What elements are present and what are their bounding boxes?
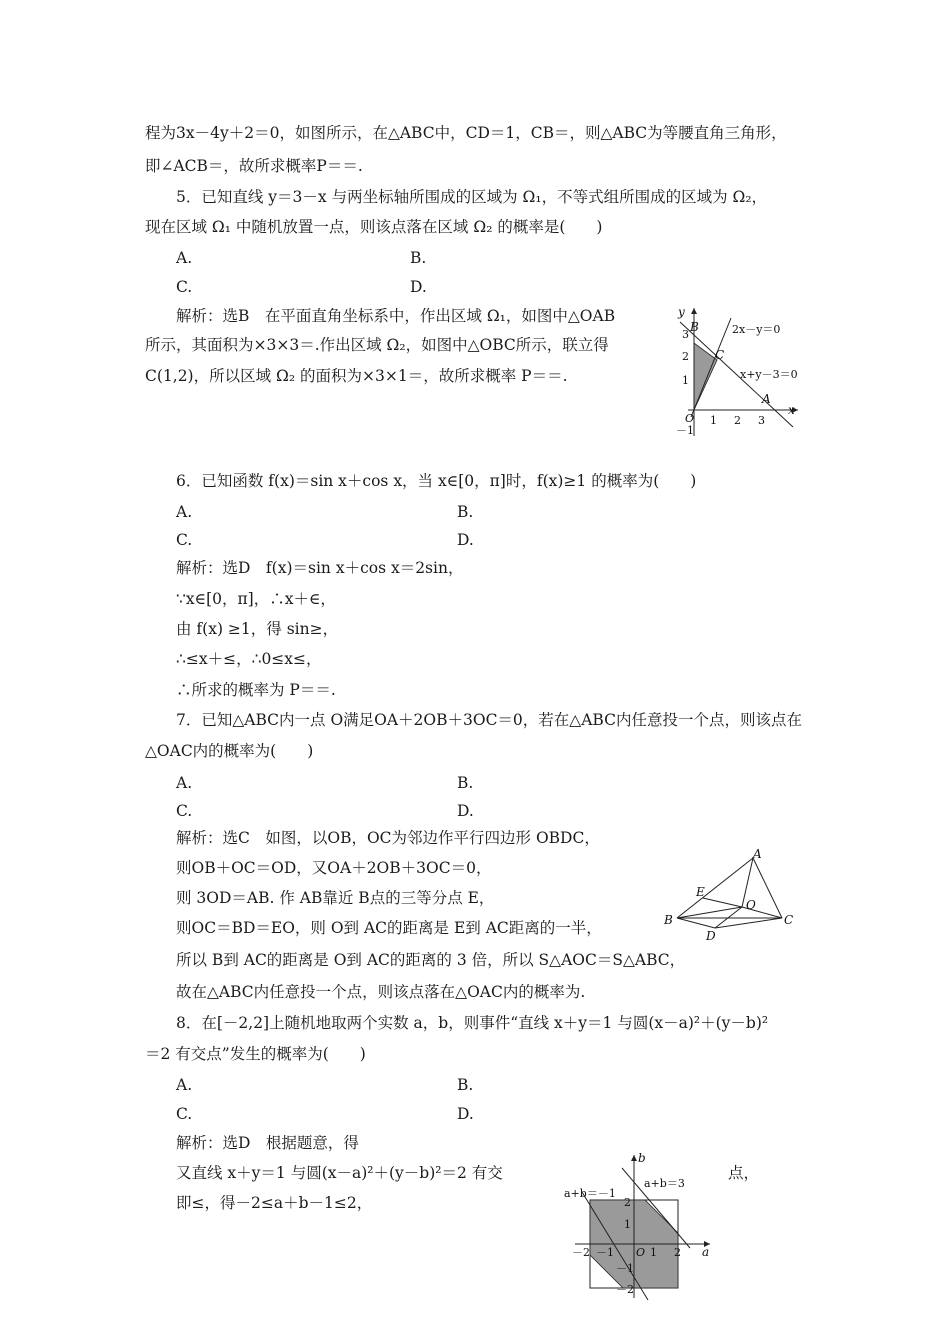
- question-5-stem: 现在区域 Ω₁ 中随机放置一点，则该点落在区域 Ω₂ 的概率是( ): [145, 218, 603, 236]
- point-c-label: C: [784, 913, 794, 927]
- option-b: B.: [410, 249, 427, 267]
- solution-line: 解析：选B 在平面直角坐标系中，作出区域 Ω₁，如图中△OAB: [176, 307, 616, 325]
- solution-line: 则 3OD＝AB. 作 AB靠近 B点的三等分点 E，: [176, 889, 495, 907]
- line-label: a+b＝－1: [564, 1187, 616, 1200]
- point-b-label: B: [690, 320, 699, 334]
- solution-line: 由 f(x) ≥1，得 sin≥，: [176, 620, 339, 638]
- option-a: A.: [176, 503, 193, 521]
- origin-label: O: [636, 1246, 646, 1259]
- option-d: D.: [410, 278, 427, 296]
- option-d: D.: [457, 531, 474, 549]
- solution-line: ∵x∈[0，π]，∴x＋∈，: [176, 590, 336, 608]
- axis-label-y: y: [678, 305, 685, 319]
- axis-label-x: x: [788, 403, 795, 417]
- point-e-label: E: [696, 885, 705, 899]
- text-line: 即∠ACB＝，故所求概率P＝＝.: [145, 157, 363, 175]
- option-c: C.: [176, 802, 193, 820]
- option-b: B.: [457, 503, 474, 521]
- solution-line: 解析：选C 如图，以OB，OC为邻边作平行四边形 OBDC，: [176, 829, 600, 847]
- option-a: A.: [176, 774, 193, 792]
- tick-label: 1: [682, 374, 689, 387]
- question-8-stem: ＝2 有交点”发生的概率为( ): [145, 1045, 366, 1063]
- solution-line: 则OC＝BD＝EO，则 O到 AC的距离是 E到 AC距离的一半，: [176, 919, 602, 937]
- point-o-label: O: [746, 898, 756, 912]
- option-c: C.: [176, 531, 193, 549]
- line-label: a+b＝3: [644, 1177, 685, 1190]
- option-c: C.: [176, 1105, 193, 1123]
- solution-line: 点，: [728, 1164, 760, 1182]
- tick-label: 3: [682, 328, 689, 341]
- tick-label: 3: [758, 414, 765, 427]
- option-b: B.: [457, 1076, 474, 1094]
- line-label: x+y－3＝0: [740, 368, 798, 381]
- tick-label: －1: [616, 1262, 634, 1275]
- tick-label: 2: [734, 414, 741, 427]
- tick-label: －2: [572, 1246, 590, 1259]
- tick-label: 1: [650, 1246, 657, 1259]
- tick-label: 2: [624, 1196, 631, 1209]
- figure-q7-triangle: [660, 846, 800, 942]
- option-a: A.: [176, 249, 193, 267]
- point-d-label: D: [706, 929, 716, 942]
- tick-label: 2: [682, 350, 689, 363]
- figure-q8-region: [560, 1150, 720, 1300]
- solution-line: 所示，其面积为×3×3＝.作出区域 Ω₂，如图中△OBC所示，联立得: [145, 336, 609, 354]
- option-d: D.: [457, 802, 474, 820]
- solution-line: 即≤，得－2≤a＋b－1≤2，: [176, 1194, 373, 1212]
- solution-line: ∴≤x＋≤，∴0≤x≤，: [176, 650, 322, 668]
- point-c-label: C: [715, 348, 725, 362]
- line-label: 2x－y＝0: [732, 323, 781, 336]
- axis-label-a: a: [702, 1245, 710, 1259]
- tick-label: 1: [710, 414, 717, 427]
- option-c: C.: [176, 278, 193, 296]
- option-a: A.: [176, 1076, 193, 1094]
- question-6-stem: 6．已知函数 f(x)＝sin x＋cos x，当 x∈[0，π]时，f(x)≥1 的概率为( ): [176, 472, 697, 490]
- point-a-label: A: [753, 847, 762, 861]
- solution-line: 又直线 x＋y＝1 与圆(x－a)²＋(y－b)²＝2 有交: [176, 1164, 503, 1182]
- question-7-stem: 7．已知△ABC内一点 O满足OA＋2OB＋3OC＝0，若在△ABC内任意投一个点，则该点在: [176, 711, 802, 729]
- solution-line: 所以 B到 AC的距离是 O到 AC的距离的 3 倍，所以 S△AOC＝S△ABC，: [176, 951, 686, 969]
- solution-line: ∴所求的概率为 P＝＝.: [176, 681, 336, 699]
- tick-label: －1: [676, 424, 694, 437]
- question-5-stem: 5．已知直线 y＝3－x 与两坐标轴所围成的区域为 Ω₁，不等式组所围成的区域为 Ω₂，: [176, 188, 768, 206]
- origin-label: O: [685, 412, 695, 425]
- text-line: 程为3x－4y＋2＝0，如图所示，在△ABC中，CD＝1，CB＝，则△ABC为等腰直角三角形，: [145, 124, 787, 142]
- solution-line: C(1,2)，所以区域 Ω₂ 的面积为×3×1＝，故所求概率 P＝＝.: [145, 367, 568, 385]
- solution-line: 则OB＋OC＝OD，又OA＋2OB＋3OC＝0，: [176, 859, 492, 877]
- question-8-stem: 8．在[－2,2]上随机地取两个实数 a，b，则事件“直线 x＋y＝1 与圆(x－a)²＋(y－b)²: [176, 1014, 769, 1032]
- tick-label: 2: [674, 1246, 681, 1259]
- solution-line: 故在△ABC内任意投一个点，则该点落在△OAC内的概率为.: [176, 983, 586, 1001]
- point-b-label: B: [664, 913, 673, 927]
- point-a-label: A: [762, 392, 771, 406]
- solution-line: 解析：选D 根据题意，得: [176, 1134, 359, 1152]
- tick-label: 1: [624, 1218, 631, 1231]
- option-d: D.: [457, 1105, 474, 1123]
- option-b: B.: [457, 774, 474, 792]
- tick-label: －2: [616, 1283, 634, 1296]
- figure-q5-graph: [658, 300, 808, 440]
- question-7-stem: △OAC内的概率为( ): [145, 742, 314, 760]
- tick-label: －1: [596, 1246, 614, 1259]
- axis-label-b: b: [638, 1151, 646, 1165]
- solution-line: 解析：选D f(x)＝sin x＋cos x＝2sin，: [176, 559, 464, 577]
